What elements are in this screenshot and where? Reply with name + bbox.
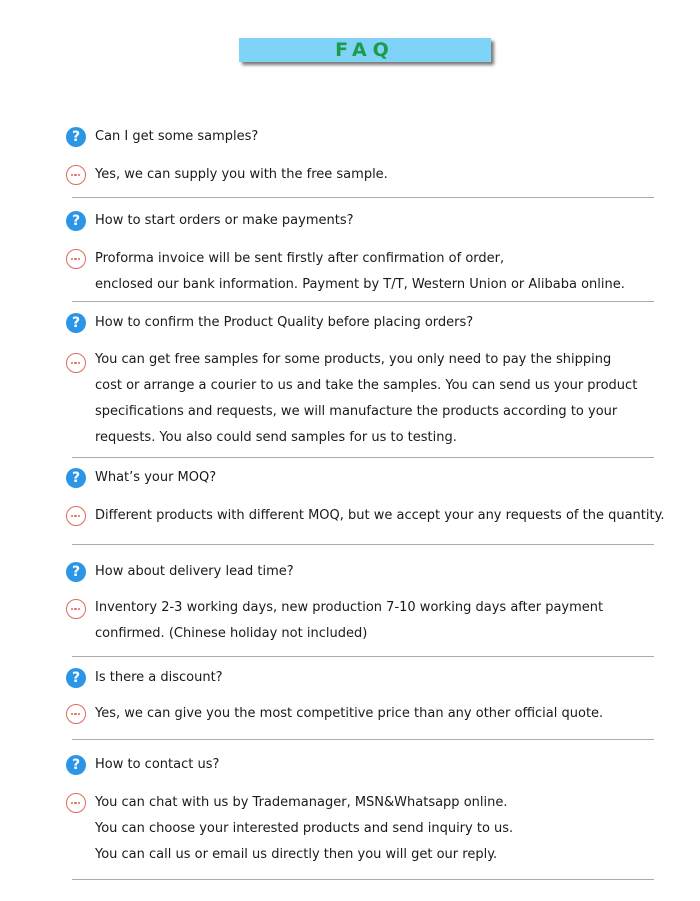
answer-line: Different products with different MOQ, but we accept your any requests of the quantity.	[95, 508, 665, 523]
question-text: Can I get some samples?	[95, 129, 259, 144]
answer-line: requests. You also could send samples for us to testing.	[95, 430, 457, 445]
faq-answer-3	[66, 347, 696, 451]
question-icon: ?	[66, 562, 86, 582]
question-icon: ?	[66, 211, 86, 231]
question-icon: ?	[66, 313, 86, 333]
faq-divider	[72, 457, 654, 458]
answer-icon	[66, 599, 86, 619]
faq-question-5	[66, 559, 696, 585]
answer-line: cost or arrange a courier to us and take the samples. You can send us your product	[95, 378, 638, 393]
question-text: How about delivery lead time?	[95, 564, 294, 579]
faq-question-6	[66, 665, 696, 691]
answer-line: Yes, we can give you the most competitive price than any other official quote.	[95, 706, 604, 721]
faq-divider	[72, 656, 654, 657]
answer-line: Proforma invoice will be sent firstly after confirmation of order,	[95, 251, 505, 266]
answer-line: You can chat with us by Trademanager, MSN&Whatsapp online.	[95, 795, 508, 810]
faq-divider	[72, 197, 654, 198]
question-text: How to confirm the Product Quality before placing orders?	[95, 315, 474, 330]
answer-icon	[66, 165, 86, 185]
faq-answer-7	[66, 790, 696, 868]
question-icon: ?	[66, 755, 86, 775]
question-text: What’s your MOQ?	[95, 470, 217, 485]
question-icon: ?	[66, 468, 86, 488]
answer-line: You can get free samples for some products, you only need to pay the shipping	[95, 352, 612, 367]
faq-answer-6	[66, 701, 696, 727]
faq-answer-5	[66, 595, 696, 647]
faq-answer-1	[66, 162, 696, 188]
question-text: How to contact us?	[95, 757, 220, 772]
faq-title-banner	[239, 38, 491, 62]
faq-divider	[72, 739, 654, 740]
question-icon: ?	[66, 127, 86, 147]
question-text: Is there a discount?	[95, 670, 223, 685]
faq-question-4	[66, 465, 696, 491]
answer-line: Yes, we can supply you with the free sample.	[95, 167, 388, 182]
answer-line: enclosed our bank information. Payment by T/T, Western Union or Alibaba online.	[95, 277, 625, 292]
faq-divider	[72, 879, 654, 880]
answer-icon	[66, 704, 86, 724]
faq-question-1	[66, 124, 696, 150]
answer-line: You can choose your interested products and send inquiry to us.	[95, 821, 514, 836]
answer-icon	[66, 506, 86, 526]
faq-question-7	[66, 752, 696, 778]
faq-question-2	[66, 208, 696, 234]
question-icon: ?	[66, 668, 86, 688]
faq-divider	[72, 544, 654, 545]
faq-answer-4	[66, 503, 696, 529]
answer-line: confirmed. (Chinese holiday not included)	[95, 626, 368, 641]
answer-line: Inventory 2-3 working days, new production 7-10 working days after payment	[95, 600, 604, 615]
question-text: How to start orders or make payments?	[95, 213, 354, 228]
answer-icon	[66, 249, 86, 269]
page-title: FAQ	[335, 39, 395, 61]
answer-line: specifications and requests, we will manufacture the products according to your	[95, 404, 618, 419]
answer-icon	[66, 793, 86, 813]
faq-divider	[72, 301, 654, 302]
answer-line: You can call us or email us directly then you will get our reply.	[95, 847, 498, 862]
answer-icon	[66, 353, 86, 373]
faq-question-3	[66, 310, 696, 336]
faq-answer-2	[66, 246, 696, 298]
